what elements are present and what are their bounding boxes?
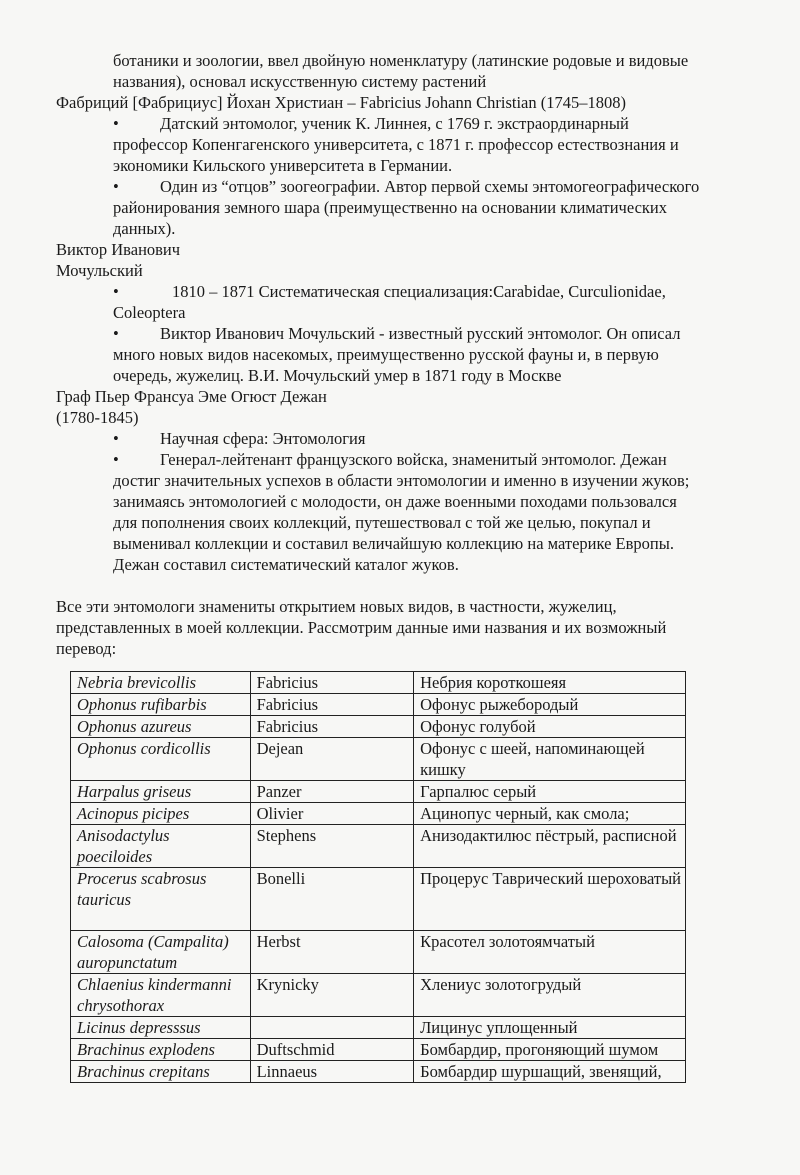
russian-name-cell: Гарпалюс серый (414, 781, 686, 803)
dejean-bullet2-line: для пополнения своих коллекций, путешествовал с той же целью, покупал и (113, 513, 651, 532)
dejean-bullet1-line: Научная сфера: Энтомология (160, 429, 366, 448)
author-cell: Bonelli (250, 868, 414, 931)
motschulsky-bullet1-line: Coleoptera (113, 303, 186, 322)
dejean-heading: Граф Пьер Франсуа Эме Огюст Дежан (56, 387, 327, 406)
fabricius-bullet1-line: профессор Копенгагенского университета, с 1871 г. профессор естествознания и (113, 135, 679, 154)
latin-name-cell: Brachinus explodens (71, 1039, 251, 1061)
table-row (71, 868, 686, 931)
latin-name-cell: Chlaenius kindermanni chrysothorax (71, 974, 251, 1017)
latin-name-cell: Calosoma (Campalita) auropunctatum (71, 931, 251, 974)
russian-name-cell: Бомбардир шуршащий, звенящий, (414, 1061, 686, 1083)
table-row (71, 716, 686, 738)
table-row (71, 738, 686, 781)
table-row (71, 974, 686, 1017)
motschulsky-heading: Виктор Иванович (56, 240, 181, 259)
russian-name-cell: Офонус рыжебородый (414, 694, 686, 716)
author-cell: Duftschmid (250, 1039, 414, 1061)
author-cell: Krynicky (250, 974, 414, 1017)
russian-name-cell: Офонус голубой (414, 716, 686, 738)
russian-name-cell: Хлениус золотогрудый (414, 974, 686, 1017)
table-row (71, 1061, 686, 1083)
latin-name-cell: Brachinus crepitans (71, 1061, 251, 1083)
author-cell: Fabricius (250, 672, 414, 694)
motschulsky-heading: Мочульский (56, 261, 143, 280)
latin-name-cell: Ophonus rufibarbis (71, 694, 251, 716)
fabricius-bullet2-line: районирования земного шара (преимущественно на основании климатических (113, 198, 668, 217)
bullet-mark: • (113, 114, 119, 133)
bullet-mark: • (113, 282, 119, 301)
author-cell: Stephens (250, 825, 414, 868)
fabricius-bullet2-line: Один из “отцов” зоогеографии. Автор первой схемы энтомогеографического (160, 177, 700, 196)
dejean-heading: (1780-1845) (56, 408, 139, 427)
table-row (71, 803, 686, 825)
table-row (71, 825, 686, 868)
motschulsky-bullet2-line: очередь, жужелиц. В.И. Мочульский умер в 1871 году в Москве (113, 366, 562, 385)
table-row (71, 672, 686, 694)
latin-name-cell: Procerus scabrosus tauricus (71, 868, 251, 931)
table-row (71, 1017, 686, 1039)
table-row (71, 694, 686, 716)
bullet-mark: • (113, 324, 119, 343)
dejean-bullet2-line: Дежан составил систематический каталог жуков. (113, 555, 459, 574)
motschulsky-bullet2-line: Виктор Иванович Мочульский - известный русский энтомолог. Он описал (160, 324, 681, 343)
bullet-mark: • (113, 177, 119, 196)
author-cell: Olivier (250, 803, 414, 825)
russian-name-cell: Небрия короткошеяя (414, 672, 686, 694)
author-cell: Linnaeus (250, 1061, 414, 1083)
dejean-bullet2-line: занимаясь энтомологией с молодости, он даже военными походами пользовался (113, 492, 677, 511)
russian-name-cell: Ацинопус черный, как смола; (414, 803, 686, 825)
species-table (70, 671, 686, 1083)
author-cell: Fabricius (250, 716, 414, 738)
table-row (71, 1039, 686, 1061)
russian-name-cell: Анизодактилюс пёстрый, расписной (414, 825, 686, 868)
russian-name-cell: Процерус Таврический шероховатый (414, 868, 686, 931)
summary-line: представленных в моей коллекции. Рассмотрим данные ими названия и их возможный (56, 618, 667, 637)
dejean-bullet2-line: Генерал-лейтенант французского войска, знаменитый энтомолог. Дежан (160, 450, 667, 469)
latin-name-cell: Ophonus azureus (71, 716, 251, 738)
russian-name-cell: Лицинус уплощенный (414, 1017, 686, 1039)
latin-name-cell: Harpalus griseus (71, 781, 251, 803)
russian-name-cell: Красотел золотоямчатый (414, 931, 686, 974)
dejean-bullet2-line: достиг значительных успехов в области энтомологии и именно в изучении жуков; (113, 471, 690, 490)
motschulsky-bullet2-line: много новых видов насекомых, преимущественно русской фауны и, в первую (113, 345, 659, 364)
author-cell (250, 1017, 414, 1039)
bullet-mark: • (113, 450, 119, 469)
latin-name-cell: Acinopus picipes (71, 803, 251, 825)
russian-name-cell: Бомбардир, прогоняющий шумом (414, 1039, 686, 1061)
dejean-bullet2-line: выменивал коллекции и составил величайшую коллекцию на материке Европы. (113, 534, 674, 553)
latin-name-cell: Anisodactylus poeciloides (71, 825, 251, 868)
fabricius-bullet1-line: экономики Кильского университета в Германии. (113, 156, 453, 175)
author-cell: Fabricius (250, 694, 414, 716)
latin-name-cell: Licinus depresssus (71, 1017, 251, 1039)
fabricius-bullet1-line: Датский энтомолог, ученик К. Линнея, с 1769 г. экстраординарный (160, 114, 629, 133)
table-row (71, 781, 686, 803)
motschulsky-bullet1-line: 1810 – 1871 Систематическая специализация:Carabidae, Curculionidae, (172, 282, 666, 301)
summary-line: перевод: (56, 639, 117, 658)
intro-line: ботаники и зоологии, ввел двойную номенклатуру (латинские родовые и видовые (113, 51, 689, 70)
author-cell: Dejean (250, 738, 414, 781)
bullet-mark: • (113, 429, 119, 448)
author-cell: Panzer (250, 781, 414, 803)
fabricius-heading: Фабриций [Фабрициус] Йохан Христиан – Fabricius Johann Christian (1745–1808) (56, 93, 626, 112)
table-row (71, 931, 686, 974)
intro-line: названия), основал искусственную систему растений (113, 72, 487, 91)
latin-name-cell: Nebria brevicollis (71, 672, 251, 694)
russian-name-cell: Офонус с шеей, напоминающей кишку (414, 738, 686, 781)
author-cell: Herbst (250, 931, 414, 974)
fabricius-bullet2-line: данных). (113, 219, 176, 238)
latin-name-cell: Ophonus cordicollis (71, 738, 251, 781)
summary-line: Все эти энтомологи знамениты открытием новых видов, в частности, жужелиц, (56, 597, 617, 616)
